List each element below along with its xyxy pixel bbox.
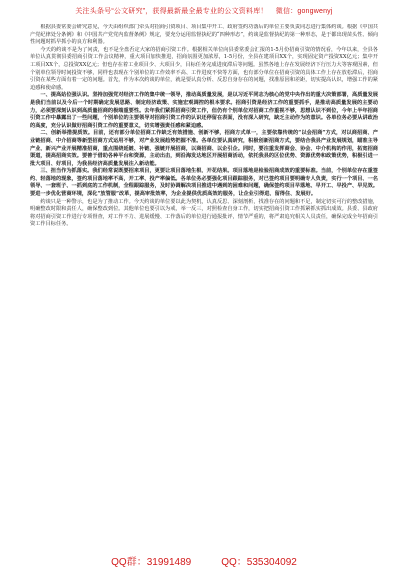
footer-qq: QQ：535304092 [221,557,297,568]
paragraph-section-2: 二、创新举措提质效。目前，还有部分单位招商工作缺乏有效措施、创新不够，招商方式单一，主要依靠传统的“以会招商”方式，对以商招商、产业链招商、中介招商等新型招商方式运用不够，对产业发展趋势把握不准。各单位要认真研究，积极创新招商方式，要结合我县产业发展规划，瞄准主导产业、新兴产业开展精准招商，重点围绕延链、补链、强链开展招商，以商招商、以企引企。同时，要注重发挥商会、协会、中介机构的作用，拓宽招商渠道，提高招商实效。要善于借助各种平台和资源，主动出击，到沿海发达地区开展招商活动，依托我县的区位优势、资源优势和政策优势，积极引进一批大项目、好项目，为我县经济高质量发展注入新动能。 [30,130,378,167]
paragraph-section-1: 一、提高站位强认识。坚持加强党对经济工作的集中统一领导，推动高质量发展，是以习近平同志为核心的党中央作出的重大决策部署，高质量发展是我们当前以及今后一个时期确定发展思路、制定经济政策、实施宏观调控的根本要求。招商引资是经济工作的重要抓手，是推动高质量发展的主要动力，必须要深刻认识到高质量招商的极端重要性。去年我们紧抓招商引资工作，但仍有个别单位对招商工作重视不够，思想认识不到位，今年上半年招商引资工作中暴露出了一些问题，个别单位的主要领导对招商引资工作的认识还停留在表面，没有深入研究，缺乏主动作为的意识。各单位务必要从讲政治的高度，充分认识做好招商引资工作的重要意义，切实增强责任感和紧迫感。 [30,92,378,129]
paragraph-intro: 根据县委常委会研究意见，今天由组织部门牵头对招商引资项目、项目集中开工、政府签约功落后的单位主要负责同志进行集体约谈。根据《中国共产党纪律处分条例》和《中国共产党党内监督条例》规定，要充分运用监督执纪的“四种形态”，约谈是监督执纪的第一种形态，是于都出现苗头性、倾向性问题时抓早抓小的良方和利器。 [30,24,378,46]
banner-text: 关注头条号“公文研究”，获得最新最全最专业的公文资料库！ [75,8,268,15]
banner-wechat: 微信：gongwenyj [275,8,333,15]
footer-contact [0,553,408,568]
document-body [30,24,378,540]
paragraph-overview: 今天的约谈不是为了问责，也不是全盘否定大家的招商引资工作。根据相关单位向县委常委会汇报的1-5月份招商引资的情况看，今年以来，全县各单位认真贯彻县委招商引资工作会议精神，重大项目加快推进，招商氛围更加浓厚，1-5月份，全县在建项目XX个，实现固定资产投资XX亿元；集中开工项目XX个，总投资XX亿元；但也存在着工业项目少、大项目少，目标任务完成进度滞后等问题。虽然各地上存在发展经济下行压力大等客观因素，但个别单位领导时间投资不够，同样也表现在个别单位的工作效率不高、工作进度不快等方面，也有部分单位在招商引资的具体工作上存在放松滞后，招商引资在某些方面有着一定的问题。首先，作为本次约谈的单位，就是要认真分析、反思自身存在的问题，找准原因和差距，切实提高认识，增强工作的紧迫感和使命感。 [30,46,378,91]
paragraph-closing: 约谈只是一种警示，也是为了推动工作。今天约谈的单位要以此为契机，认真反思、深刻剖析，找准存在的问题和不足，制定切实可行的整改措施，明确整改时限和责任人，确保整改到位。其他单位也要引以为戒，举一反三，对照检查自身工作，切实把招商引资工作抓紧抓实抓出成效。县委、县政府将对招商引资工作进行专项督查，对工作不力、进展缓慢、工作落后的单位进行通报批评，情节严重的，将严肃追究相关人员责任，确保完成全年招商引资工作目标任务。 [30,198,378,228]
footer-qq-group: QQ群：31991489 [111,557,192,568]
paragraph-section-3: 三、担当作为抓落实。我们经常说既要招来项目，更要让项目落地生根、开花结果。项目落地是检验招商成效的重要标准。当前，个别单位存在重签约、轻落地的现象，签约项目落地率不高，开工率、投产率偏低。各单位务必要强化项目跟踪服务，对已签约项目要明确专人负责，实行一个项目、一名领导、一套班子、一抓到底的工作机制，全程跟踪服务，及时协调解决项目推进中遇到的困难和问题，确保签约项目早落地、早开工、早投产、早见效。要进一步优化营商环境，深化“放管服”改革，提高审批效率，为企业提供优质高效的服务，让企业引得进、留得住、发展好。 [30,168,378,198]
header-banner [0,6,408,16]
